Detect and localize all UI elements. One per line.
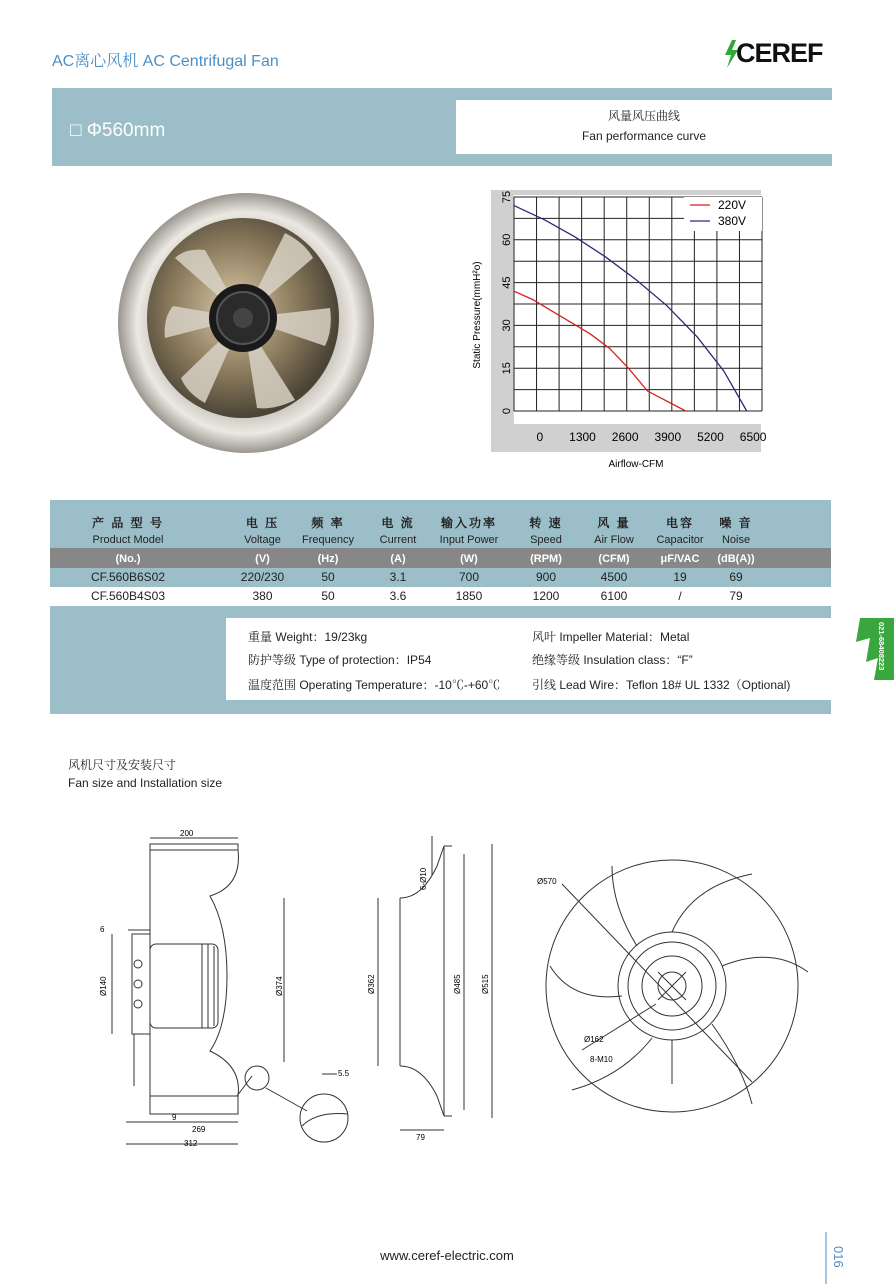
table-cell: 900 [535, 570, 557, 584]
curve-title-en: Fan performance curve [581, 129, 707, 143]
ceref-logo [722, 38, 834, 70]
table-cell: 19 [673, 570, 687, 584]
technical-drawings [92, 826, 812, 1166]
table-cell: 50 [321, 589, 335, 603]
dim-162: Ø162 [584, 1035, 604, 1044]
dim-6-d10: 6-Ø10 [419, 867, 428, 890]
table-cell: 1850 [455, 589, 483, 603]
spec-header-en: Input Power [439, 534, 499, 546]
dim-570: Ø570 [537, 877, 557, 886]
dim-8-m10: 8-M10 [590, 1055, 613, 1064]
fan-product-photo [115, 188, 377, 458]
spec-header-cn: 风 量 [597, 516, 631, 530]
dim-485: Ø485 [453, 974, 462, 994]
table-cell: 79 [729, 589, 743, 603]
spec-header-en: Capacitor [656, 534, 704, 546]
spec-header-en: Noise [721, 534, 751, 546]
spec-header-en: Current [379, 534, 417, 546]
spec-header-cn: 转 速 [529, 516, 563, 530]
spec-unit: (A) [390, 553, 406, 565]
page-number-box [818, 1232, 858, 1284]
dim-515: Ø515 [481, 974, 490, 994]
prop-lead-wire: 引线 Lead Wire：Teflon 18# UL 1332（Optional) [532, 678, 791, 692]
page-number: 016 [831, 1246, 846, 1268]
curve-title-box [456, 100, 832, 154]
table-cell: 69 [729, 570, 743, 584]
prop-protection: 防护等级 Type of protection：IP54 [248, 653, 432, 667]
section-title-en: Fan size and Installation size [68, 776, 223, 790]
footer-url: www.ceref-electric.com [380, 1248, 514, 1263]
spec-header-cn: 频 率 [311, 516, 345, 530]
spec-unit: (W) [460, 553, 478, 565]
y-tick-label: 60 [501, 233, 513, 246]
table-cell: 6100 [600, 589, 628, 603]
logo-text: CEREF [736, 38, 823, 68]
performance-chart [470, 185, 780, 475]
chart-legend [684, 197, 762, 231]
spec-unit: μF/VAC [660, 553, 700, 565]
spec-unit: (V) [255, 553, 270, 565]
legend-label-220v: 220V [718, 198, 747, 212]
dim-362: Ø362 [367, 974, 376, 994]
x-tick-label: 6500 [739, 430, 767, 444]
table-cell: 220/230 [240, 570, 285, 584]
table-cell: / [678, 589, 682, 603]
spec-header-en: Frequency [302, 534, 354, 546]
spec-header-cn: 电 流 [381, 516, 415, 530]
y-tick-label: 15 [501, 362, 513, 375]
prop-weight: 重量 Weight：19/23kg [248, 630, 368, 644]
spec-unit: (CFM) [598, 553, 630, 565]
dim-269: 269 [192, 1125, 206, 1134]
spec-header-en: Product Model [92, 534, 164, 546]
spec-unit: (No.) [115, 553, 141, 565]
spec-header-cn: 输入功率 [440, 516, 497, 530]
y-tick-label: 45 [501, 276, 513, 289]
section-view-drawing [378, 836, 492, 1130]
table-cell: CF.560B4S03 [90, 589, 166, 603]
table-cell: 50 [321, 570, 335, 584]
page-header-title: AC离心风机 AC Centrifugal Fan [52, 53, 279, 70]
prop-temperature: 温度范围 Operating Temperature：-10℃-+60℃ [248, 678, 501, 692]
dim-374: Ø374 [275, 976, 284, 996]
dim-9: 9 [172, 1113, 177, 1122]
phone-number: 021-68408223 [877, 622, 886, 671]
curve-title-cn: 风量风压曲线 [607, 109, 680, 123]
phone-tab [856, 618, 894, 680]
spec-header-en: Speed [530, 534, 562, 546]
chart-y-label: Static Pressure(mmH²o) [472, 261, 483, 369]
dim-140: Ø140 [99, 976, 108, 996]
table-cell: 3.1 [389, 570, 407, 584]
spec-header-en: Air Flow [594, 534, 634, 546]
spec-unit: (dB(A)) [717, 553, 755, 565]
table-cell: 3.6 [389, 589, 407, 603]
front-view-drawing [546, 860, 808, 1112]
legend-label-380v: 380V [718, 214, 747, 228]
chart-x-label: Airflow-CFM [608, 459, 664, 470]
spec-header-cn: 电 压 [245, 516, 280, 530]
prop-insulation: 绝缘等级 Insulation class：“F” [532, 653, 693, 667]
table-cell: 4500 [600, 570, 628, 584]
installation-section-title [68, 756, 222, 792]
spec-header-en: Voltage [244, 534, 281, 546]
table-cell: 380 [252, 589, 273, 603]
dim-5-5: 5.5 [338, 1069, 350, 1078]
table-cell: CF.560B6S02 [90, 570, 166, 584]
prop-impeller: 风叶 Impeller Material：Metal [532, 630, 690, 644]
dim-6: 6 [100, 925, 105, 934]
y-tick-label: 30 [501, 319, 513, 332]
properties-box [226, 618, 831, 700]
dim-312: 312 [184, 1139, 198, 1148]
spec-header-cn: 噪 音 [719, 516, 753, 530]
x-tick-label: 0 [536, 430, 544, 444]
y-tick-label: 75 [501, 190, 513, 204]
fan-size-label: □ Φ560mm [70, 120, 166, 141]
x-tick-label: 2600 [611, 430, 639, 444]
dim-79: 79 [416, 1133, 425, 1142]
x-tick-label: 1300 [569, 430, 596, 444]
side-view-drawing [112, 838, 348, 1144]
section-title-cn: 风机尺寸及安装尺寸 [68, 758, 177, 772]
spec-unit: (Hz) [317, 553, 339, 565]
x-tick-label: 5200 [697, 430, 724, 444]
dim-200: 200 [180, 829, 194, 838]
x-tick-label: 3900 [654, 430, 682, 444]
spec-header-cn: 产 品 型 号 [91, 516, 164, 530]
y-tick-label: 0 [501, 407, 513, 415]
phone-tab-bolt-icon [856, 618, 894, 680]
spec-header-cn: 电容 [665, 516, 694, 530]
table-cell: 700 [458, 570, 480, 584]
spec-unit: (RPM) [530, 553, 562, 565]
table-cell: 1200 [532, 589, 560, 603]
